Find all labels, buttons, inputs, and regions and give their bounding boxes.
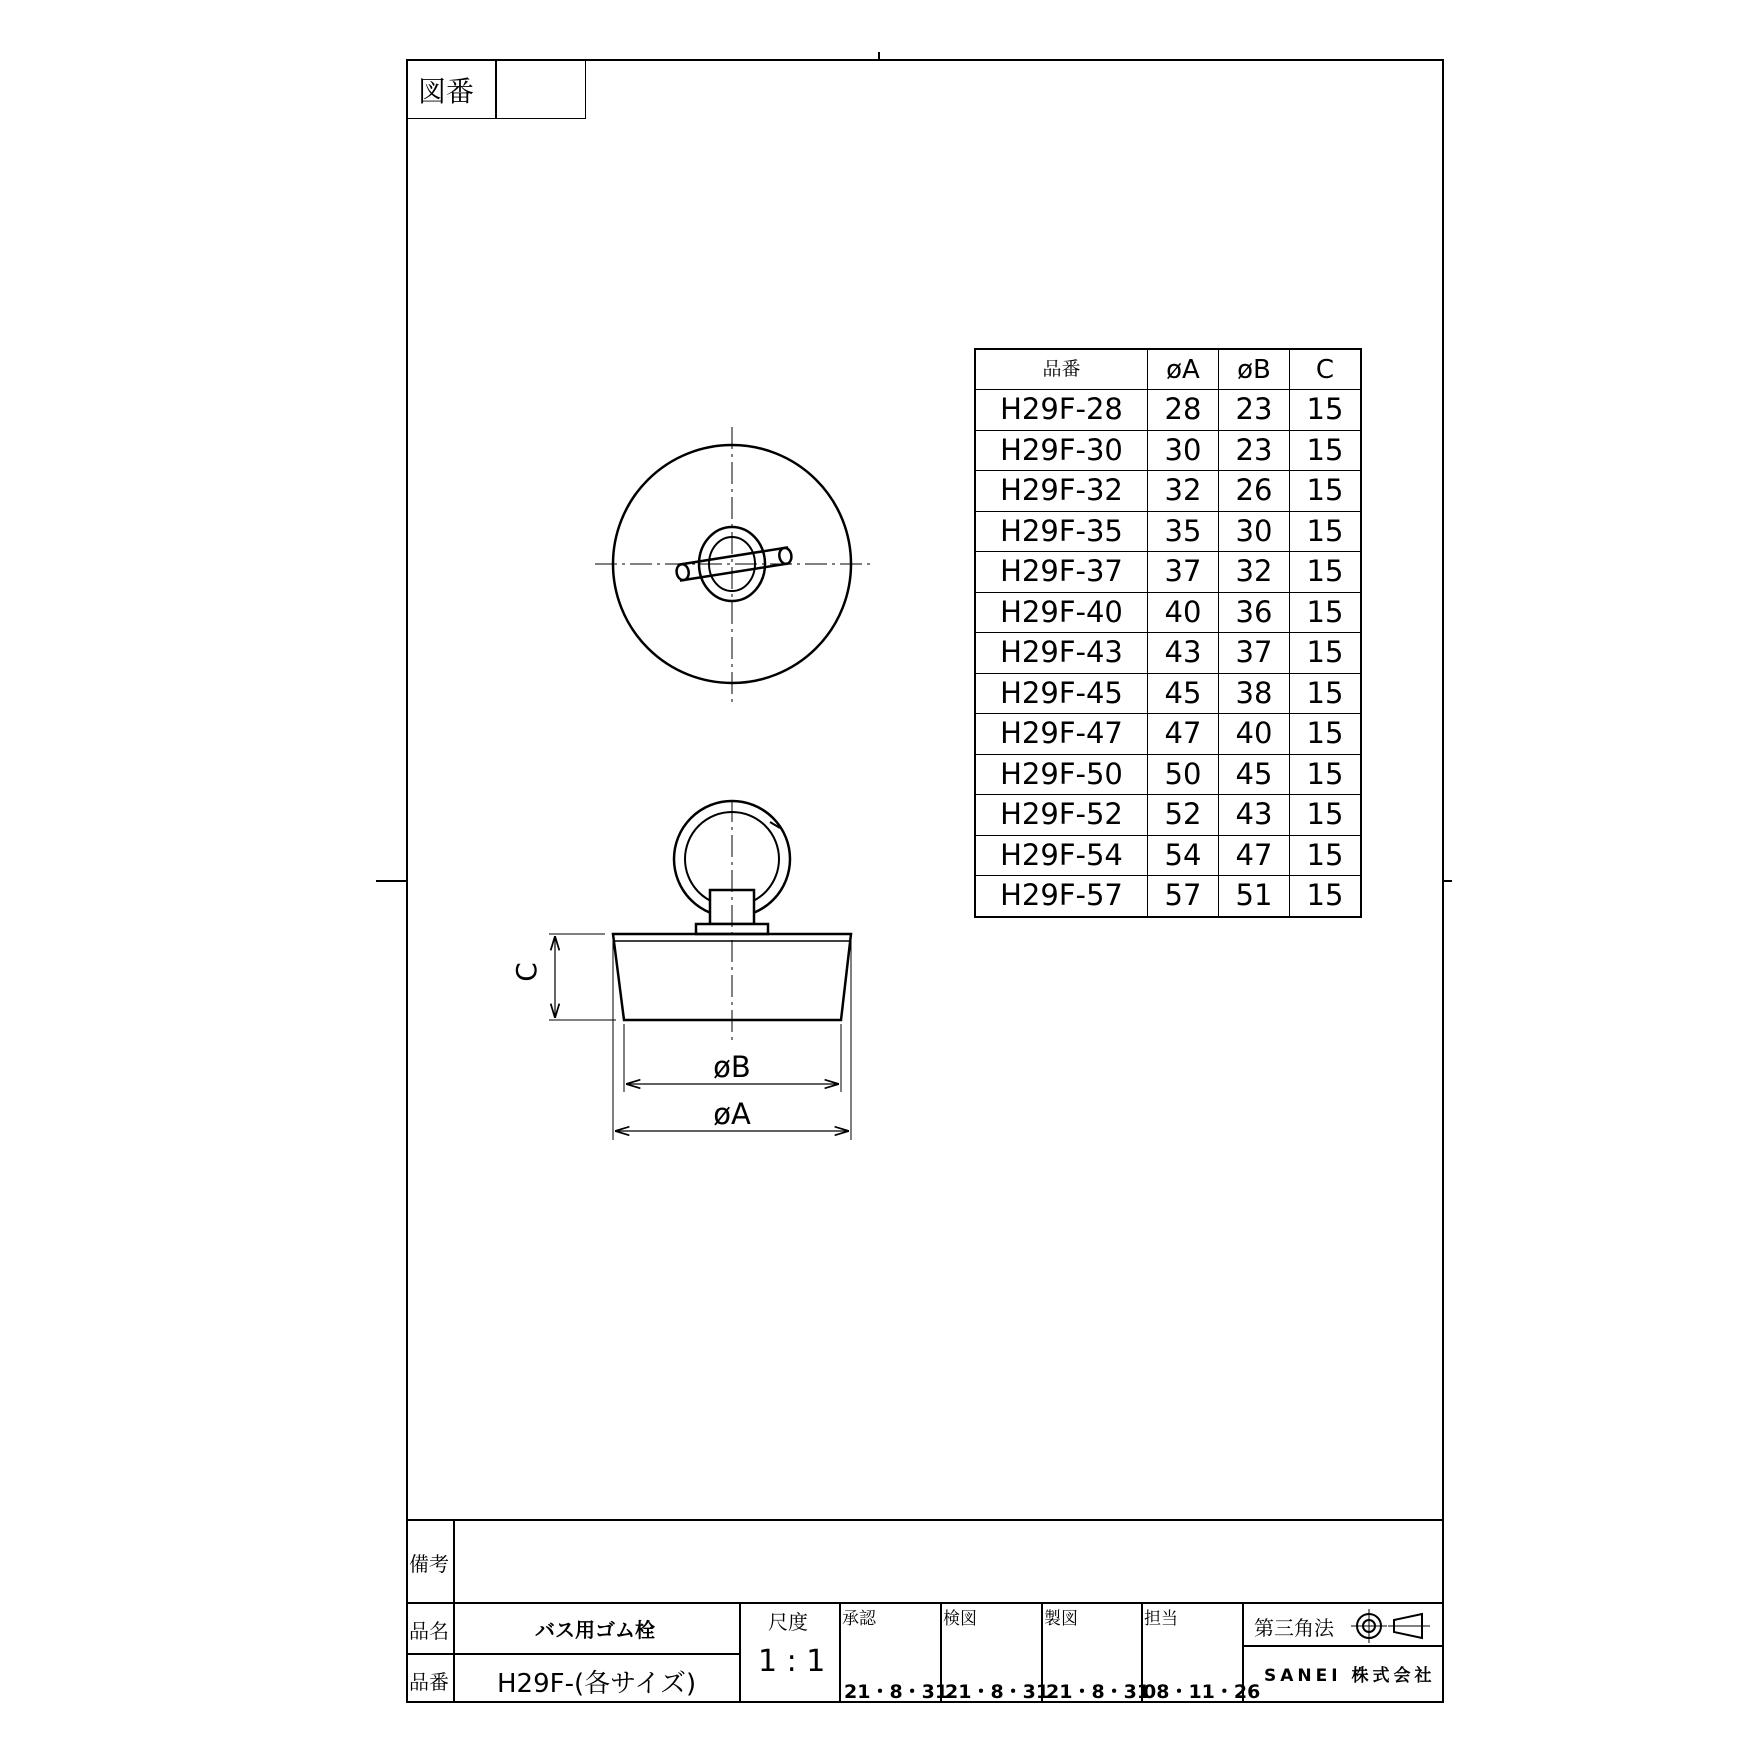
c-cell: 15 <box>1290 714 1362 755</box>
c-cell: 15 <box>1290 754 1362 795</box>
table-row <box>975 876 1361 917</box>
projection-label: 第三角法 <box>1254 1616 1334 1640</box>
approved-date: 21・8・31 <box>844 1681 949 1703</box>
drawing-number-label: 図番 <box>418 75 475 108</box>
side-view <box>549 800 851 1140</box>
c-cell: 15 <box>1290 390 1362 431</box>
charge-label: 担当 <box>1144 1609 1178 1629</box>
checked-label: 検図 <box>943 1609 977 1629</box>
dia-a-cell: 28 <box>1148 390 1219 431</box>
dia-a-cell: 52 <box>1148 795 1219 836</box>
scale-left-divider <box>739 1603 741 1703</box>
dia-a-cell: 35 <box>1148 511 1219 552</box>
table-row <box>975 754 1361 795</box>
c-cell: 15 <box>1290 795 1362 836</box>
table-header-row <box>975 349 1361 390</box>
top-view <box>595 427 870 703</box>
checked-date: 21・8・31 <box>945 1681 1050 1703</box>
scale-value: 1 : 1 <box>758 1644 826 1679</box>
dia-b-cell: 45 <box>1219 754 1290 795</box>
dia-b-cell: 36 <box>1219 592 1290 633</box>
c-cell: 15 <box>1290 430 1362 471</box>
dia-b-cell: 40 <box>1219 714 1290 755</box>
dia-a-cell: 54 <box>1148 835 1219 876</box>
table-row <box>975 592 1361 633</box>
name-label: 品名 <box>409 1619 449 1643</box>
c-cell: 15 <box>1290 835 1362 876</box>
part-no-cell: H29F-28 <box>975 390 1148 431</box>
dia-b-cell: 38 <box>1219 673 1290 714</box>
header-c: C <box>1290 349 1362 390</box>
dia-b-cell: 30 <box>1219 511 1290 552</box>
title-block-top-line <box>406 1519 1444 1521</box>
charge-date: 08・11・26 <box>1143 1681 1261 1703</box>
dia-b-cell: 23 <box>1219 390 1290 431</box>
part-no-cell: H29F-52 <box>975 795 1148 836</box>
table-row <box>975 430 1361 471</box>
part-no-value: H29F-(各サイズ) <box>497 1669 697 1699</box>
c-cell: 15 <box>1290 876 1362 917</box>
dia-a-cell: 45 <box>1148 673 1219 714</box>
table-row <box>975 471 1361 512</box>
approval-left-divider <box>839 1603 841 1703</box>
remarks-label: 備考 <box>409 1552 449 1576</box>
table-row <box>975 714 1361 755</box>
c-cell: 15 <box>1290 552 1362 593</box>
part-no-cell: H29F-50 <box>975 754 1148 795</box>
part-no-cell: H29F-47 <box>975 714 1148 755</box>
dia-b-cell: 37 <box>1219 633 1290 674</box>
drawn-date: 21・8・31 <box>1046 1681 1151 1703</box>
name-row-divider <box>406 1653 740 1655</box>
drawn-label: 製図 <box>1044 1609 1078 1629</box>
header-part-no: 品番 <box>975 349 1148 390</box>
part-no-cell: H29F-35 <box>975 511 1148 552</box>
part-no-cell: H29F-45 <box>975 673 1148 714</box>
dia-a-cell: 30 <box>1148 430 1219 471</box>
dia-b-cell: 26 <box>1219 471 1290 512</box>
size-table <box>974 348 1362 918</box>
c-cell: 15 <box>1290 592 1362 633</box>
dim-label-b: øB <box>713 1050 751 1084</box>
dia-a-cell: 50 <box>1148 754 1219 795</box>
pin-end-right <box>778 547 792 565</box>
scale-label: 尺度 <box>768 1610 808 1634</box>
dia-a-cell: 37 <box>1148 552 1219 593</box>
dia-b-cell: 32 <box>1219 552 1290 593</box>
part-no-cell: H29F-43 <box>975 633 1148 674</box>
dia-b-cell: 43 <box>1219 795 1290 836</box>
part-no-cell: H29F-54 <box>975 835 1148 876</box>
dia-b-cell: 23 <box>1219 430 1290 471</box>
third-angle-projection-icon <box>1351 1609 1430 1643</box>
table-row <box>975 390 1361 431</box>
c-cell: 15 <box>1290 633 1362 674</box>
table-row <box>975 795 1361 836</box>
dim-label-c: C <box>510 962 543 982</box>
table-row <box>975 552 1361 593</box>
company-divider <box>1242 1645 1444 1647</box>
table-row <box>975 511 1361 552</box>
header-dia-b: øB <box>1219 349 1290 390</box>
c-cell: 15 <box>1290 511 1362 552</box>
dia-a-cell: 32 <box>1148 471 1219 512</box>
c-cell: 15 <box>1290 673 1362 714</box>
dia-a-cell: 43 <box>1148 633 1219 674</box>
part-no-cell: H29F-40 <box>975 592 1148 633</box>
c-cell: 15 <box>1290 471 1362 512</box>
company-name: SANEI 株式会社 <box>1264 1666 1436 1686</box>
dim-label-a: øA <box>713 1097 751 1131</box>
table-row <box>975 633 1361 674</box>
dia-a-cell: 47 <box>1148 714 1219 755</box>
header-dia-a: øA <box>1148 349 1219 390</box>
part-no-label: 品番 <box>409 1670 449 1694</box>
dia-a-cell: 40 <box>1148 592 1219 633</box>
part-no-cell: H29F-37 <box>975 552 1148 593</box>
pin-end-left <box>675 563 689 581</box>
label-column-divider <box>453 1519 455 1703</box>
product-name: バス用ゴム栓 <box>535 1618 655 1642</box>
dia-a-cell: 57 <box>1148 876 1219 917</box>
dia-b-cell: 51 <box>1219 876 1290 917</box>
table-row <box>975 673 1361 714</box>
remarks-bottom-line <box>406 1602 1444 1604</box>
part-no-cell: H29F-32 <box>975 471 1148 512</box>
part-no-cell: H29F-30 <box>975 430 1148 471</box>
approved-label: 承認 <box>842 1609 876 1629</box>
part-no-cell: H29F-57 <box>975 876 1148 917</box>
table-row <box>975 835 1361 876</box>
dia-b-cell: 47 <box>1219 835 1290 876</box>
